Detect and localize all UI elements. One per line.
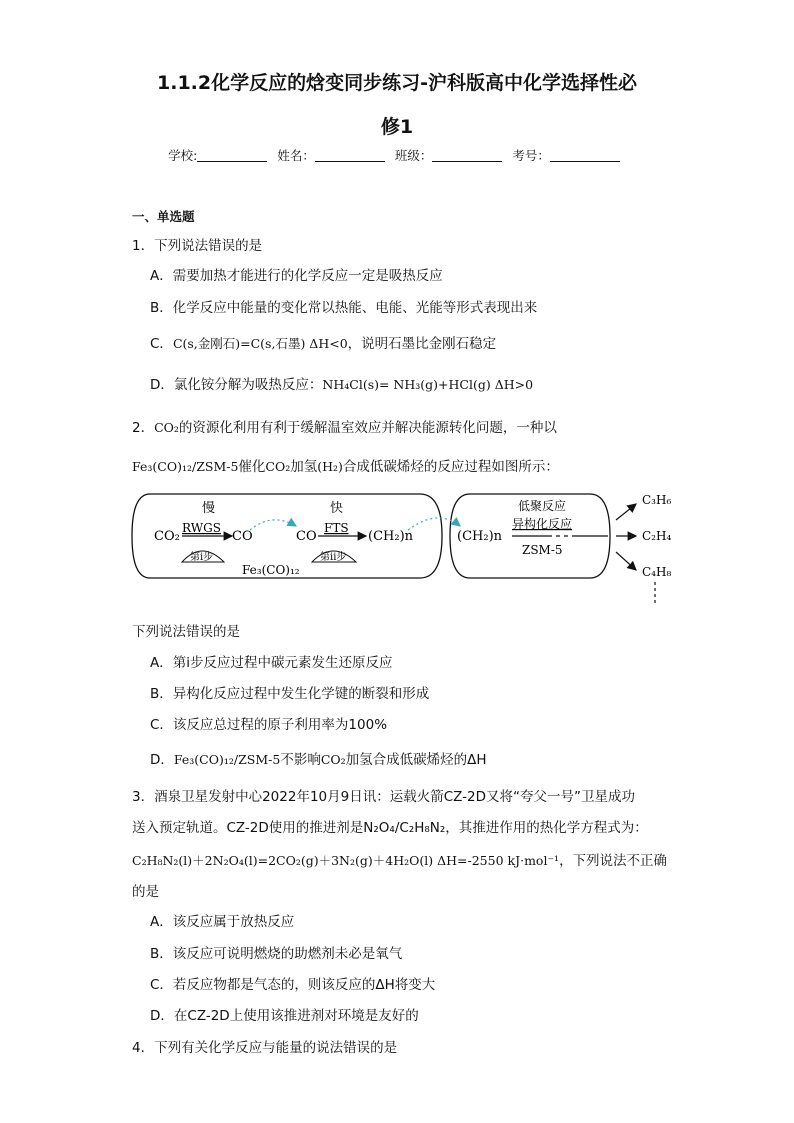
q2-option-d-text-2: 加氢合成低碳烯烃的ΔH xyxy=(345,752,487,768)
q2-line2-text-2: 加氢 xyxy=(290,459,318,475)
q3-line2: 送入预定轨道。CZ-2D使用的推进剂是N₂O₄/C₂H₈N₂，其推进作用的热化学方程式为： xyxy=(132,820,648,836)
q3-option-d: D．在CZ-2D上使用该推进剂对环境是友好的 xyxy=(150,1008,419,1024)
q1-option-c-formula: C(s,金刚石)=C(s,石墨) ΔH<0 xyxy=(172,336,348,351)
fast-label: 快 xyxy=(330,501,344,516)
q2-line2-text-3: 合成低碳烯烃的反应过程如图所示： xyxy=(342,459,559,475)
id-label: 考号： xyxy=(512,148,550,163)
step1-label: 第i步 xyxy=(190,552,214,563)
q1-option-a: A．需要加热才能进行的化学反应一定是吸热反应 xyxy=(150,268,443,284)
q2-option-a: A．第ⅰ步反应过程中碳元素发生还原反应 xyxy=(150,655,393,671)
q3-option-b: B．该反应可说明燃烧的助燃剂未必是氧气 xyxy=(150,946,403,962)
q2-option-d-label: D． xyxy=(150,752,174,768)
q3-line4: 的是 xyxy=(132,884,159,900)
q1-stem: 1．下列说法错误的是 xyxy=(132,238,263,254)
rwgs-label: RWGS xyxy=(182,521,221,535)
title-line-1: 1.1.2化学反应的焓变同步练习-沪科版高中化学选择性必 xyxy=(157,72,637,94)
title-line-2: 修1 xyxy=(380,116,414,138)
product-c2h4: C₂H₄ xyxy=(642,529,672,543)
q3-equation-line xyxy=(132,849,667,869)
reaction-process-diagram xyxy=(120,478,690,608)
class-label: 班级： xyxy=(394,148,433,163)
slow-label: 慢 xyxy=(202,501,216,516)
zsm5-label: ZSM-5 xyxy=(522,543,563,557)
q3-equation: C₂H₈N₂(l)＋2N₂O₄(l)=2CO₂(g)＋3N₂(g)＋4H₂O(l) ΔH=-2550 kJ·mol⁻¹ xyxy=(132,853,560,868)
ch2n-product: (CH₂)n xyxy=(368,529,414,544)
q4-stem: 4．下列有关化学反应与能量的说法错误的是 xyxy=(132,1040,398,1056)
q2-option-d-text-1: 不影响 xyxy=(280,752,321,768)
q2-option-d-co2: CO₂ xyxy=(320,752,346,767)
q2-line2-text-1: 催化 xyxy=(238,459,266,475)
q2-line2-co2: CO₂ xyxy=(265,459,291,474)
arrow-c3h6 xyxy=(616,504,636,520)
q3-equation-tail: ，下列说法不正确 xyxy=(559,853,668,869)
q2-stem-line2 xyxy=(132,455,559,475)
q2-option-c: C．该反应总过程的原子利用率为100% xyxy=(150,717,388,733)
co-intermediate-1: CO xyxy=(232,529,253,544)
co2-reactant: CO₂ xyxy=(154,529,180,544)
school-label: 学校: xyxy=(168,148,198,163)
isomerization-label: 异构化反应 xyxy=(512,517,573,531)
q1-option-c-label: C． xyxy=(150,336,173,352)
q2-option-d xyxy=(150,748,487,768)
product-c3h6: C₃H₆ xyxy=(642,493,672,507)
id-blank[interactable] xyxy=(550,147,620,162)
name-label: 姓名： xyxy=(277,148,315,163)
q2-option-d-formula: Fe₃(CO)₁₂/ZSM-5 xyxy=(173,752,281,767)
q2-ask: 下列说法错误的是 xyxy=(132,624,240,640)
section-heading: 一、单选题 xyxy=(132,209,195,224)
q2-catalyst-formula: Fe₃(CO)₁₂/ZSM-5 xyxy=(132,459,239,474)
q3-line1: 3．酒泉卫星发射中心2022年10月9日讯：运载火箭CZ-2D又将“夸父一号”卫星成功 xyxy=(132,789,635,805)
school-blank[interactable] xyxy=(197,147,267,162)
q1-option-d-label: D．氯化铵分解为吸热反应： xyxy=(150,377,323,393)
ch2n-reactant: (CH₂)n xyxy=(457,529,503,544)
q3-option-a: A．该反应属于放热反应 xyxy=(150,914,295,930)
class-blank[interactable] xyxy=(432,147,502,162)
q1-option-c-text: ，说明石墨比金刚石稳定 xyxy=(347,336,497,352)
q2-stem-line1 xyxy=(132,416,557,436)
q2-stem-text: 的资源化利用有利于缓解温室效应并解决能源转化问题，一种以 xyxy=(178,420,557,436)
q1-option-b: B．化学反应中能量的变化常以热能、电能、光能等形式表现出来 xyxy=(150,300,538,316)
q2-line2-h2: (H₂) xyxy=(317,459,343,474)
q1-option-d xyxy=(150,373,533,393)
q1-option-d-formula: NH₄Cl(s)= NH₃(g)+HCl(g) ΔH>0 xyxy=(322,377,534,392)
q2-co2: CO₂ xyxy=(154,420,179,435)
oligomerization-label: 低聚反应 xyxy=(518,499,567,513)
catalyst-label: Fe₃(CO)₁₂ xyxy=(242,563,300,577)
product-c4h8: C₄H₈ xyxy=(642,565,672,579)
q3-option-c: C．若反应物都是气态的，则该反应的ΔH将变大 xyxy=(150,977,436,993)
q1-option-c xyxy=(150,332,496,352)
co-intermediate-2: CO xyxy=(296,529,317,544)
arrow-c4h8 xyxy=(616,552,636,570)
student-info-row xyxy=(0,146,794,164)
transfer-arrow-2 xyxy=(408,518,460,530)
q2-num: 2． xyxy=(132,420,155,436)
transfer-arrow-1 xyxy=(250,520,296,530)
fts-label: FTS xyxy=(324,521,349,535)
step2-label: 第ii步 xyxy=(320,552,347,563)
q2-option-b: B．异构化反应过程中发生化学键的断裂和形成 xyxy=(150,686,430,702)
name-blank[interactable] xyxy=(315,147,385,162)
